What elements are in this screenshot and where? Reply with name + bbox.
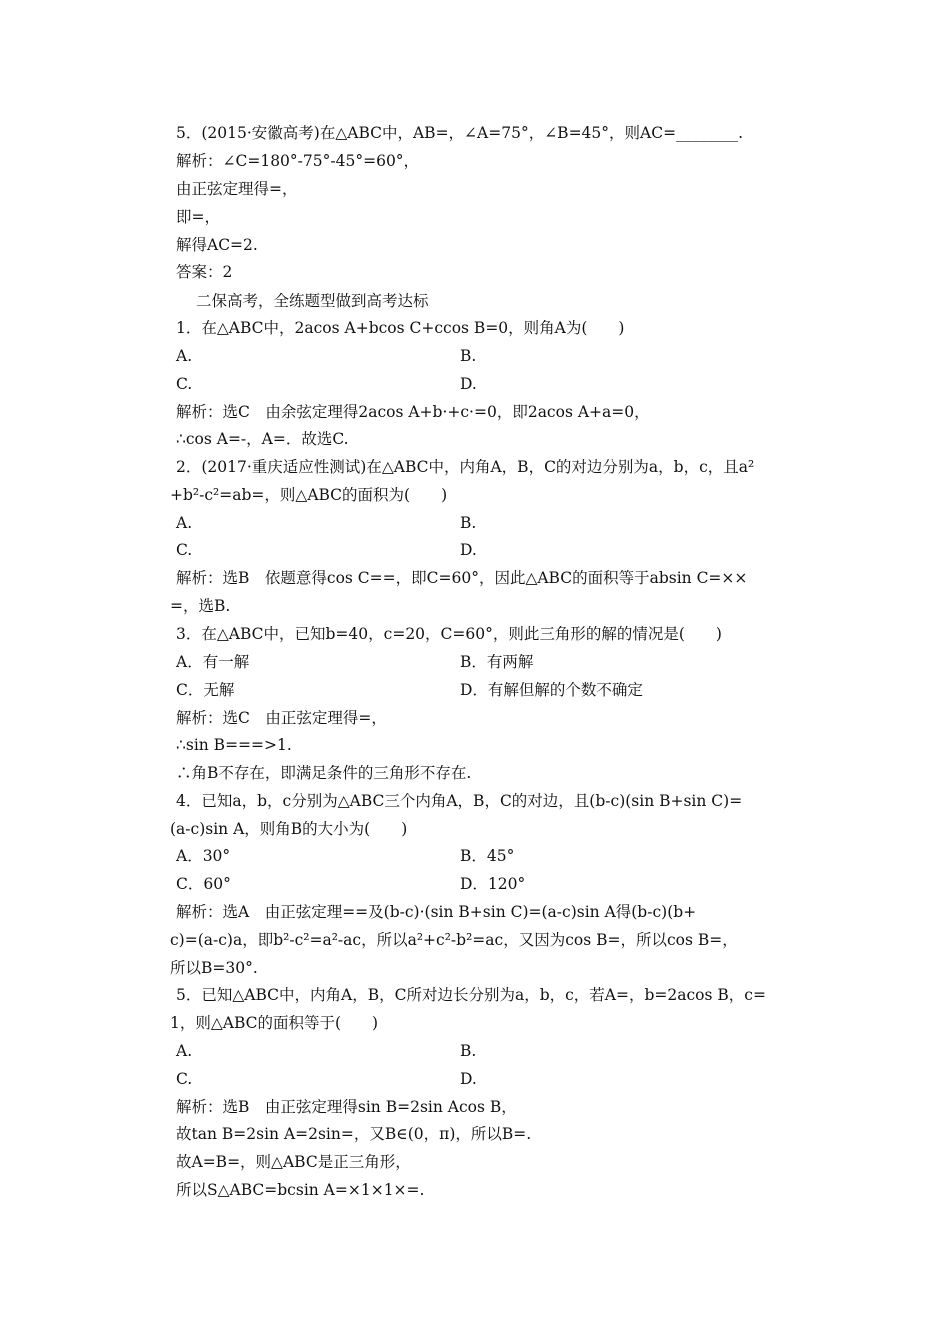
q5a-jiexi-3: 即=， — [176, 208, 220, 226]
question-2-stem-line1: 2．(2017·重庆适应性测试)在△ABC中，内角A，B，C的对边分别为a，b，c，且a² — [176, 458, 755, 476]
q4-jiexi-1: 解析：选A 由正弦定理==及(b-c)·(sin B+sin C)=(a-c)sin A得(b-c)(b+ — [176, 903, 697, 921]
question-5b-stem-line2: 1，则△ABC的面积等于( ) — [170, 1014, 379, 1032]
q5a-jiexi-1: 解析：∠C=180°-75°-45°=60°， — [176, 152, 420, 170]
question-3-stem: 3．在△ABC中，已知b=40，c=20，C=60°，则此三角形的解的情况是( ) — [176, 625, 722, 643]
q5b-option-c: C. — [176, 1070, 193, 1088]
q2-jiexi-1: 解析：选B 依题意得cos C==，即C=60°，因此△ABC的面积等于absin C=×× — [176, 569, 748, 587]
q1-option-b: B. — [460, 347, 477, 365]
q5b-jiexi-3: 故A=B=，则△ABC是正三角形， — [176, 1153, 411, 1171]
question-4-stem-line1: 4．已知a，b，c分别为△ABC三个内角A，B，C的对边，且(b-c)(sin B+sin C)= — [176, 792, 743, 810]
q2-option-d: D. — [460, 541, 477, 559]
q1-option-c: C. — [176, 375, 193, 393]
q2-option-c: C. — [176, 541, 193, 559]
q5a-answer: 答案：2 — [176, 263, 233, 281]
q2-option-a: A. — [176, 514, 193, 532]
q4-jiexi-3: 所以B=30°. — [170, 959, 258, 977]
q4-option-c: C．60° — [176, 875, 231, 893]
q4-option-a: A．30° — [176, 847, 231, 865]
q4-jiexi-2: c)=(a-c)a，即b²-c²=a²-ac，所以a²+c²-b²=ac，又因为cos B=，所以cos B=， — [170, 931, 738, 949]
question-5b-stem-line1: 5．已知△ABC中，内角A，B，C所对边长分别为a，b，c，若A=，b=2acos B，c= — [176, 986, 766, 1004]
q5b-option-a: A. — [176, 1042, 193, 1060]
q1-option-d: D. — [460, 375, 477, 393]
question-4-stem-line2: (a-c)sin A，则角B的大小为( ) — [170, 820, 408, 838]
q5b-jiexi-2: 故tan B=2sin A=2sin=，又B∈(0，π)，所以B=. — [176, 1125, 532, 1143]
section-title: 二保高考，全练题型做到高考达标 — [196, 292, 429, 310]
q3-jiexi-3: ∴角B不存在，即满足条件的三角形不存在. — [176, 764, 472, 782]
q1-jiexi-2: ∴cos A=-，A=．故选C. — [176, 430, 349, 448]
q3-jiexi-1: 解析：选C 由正弦定理得=， — [176, 709, 387, 727]
q3-option-a: A．有一解 — [176, 653, 250, 671]
q3-option-c: C．无解 — [176, 681, 235, 699]
q1-option-a: A. — [176, 347, 193, 365]
q3-jiexi-2: ∴sin B===>1. — [176, 736, 292, 754]
question-5a-stem: 5．(2015·安徽高考)在△ABC中，AB=，∠A=75°，∠B=45°，则AC=________. — [176, 124, 743, 142]
q5a-jiexi-4: 解得AC=2. — [176, 236, 258, 254]
q5b-jiexi-4: 所以S△ABC=bcsin A=×1×1×=. — [176, 1181, 425, 1199]
q5b-option-d: D. — [460, 1070, 477, 1088]
q2-option-b: B. — [460, 514, 477, 532]
q3-option-d: D．有解但解的个数不确定 — [460, 681, 643, 699]
question-2-stem-line2: +b²-c²=ab=，则△ABC的面积为( ) — [170, 486, 448, 504]
question-1-stem: 1．在△ABC中，2acos A+bcos C+ccos B=0，则角A为( ) — [176, 319, 625, 337]
q1-jiexi-1: 解析：选C 由余弦定理得2acos A+b·+c·=0，即2acos A+a=0， — [176, 403, 650, 421]
q3-option-b: B．有两解 — [460, 653, 534, 671]
q2-jiexi-2: =，选B. — [170, 597, 231, 615]
q4-option-d: D．120° — [460, 875, 526, 893]
q5b-jiexi-1: 解析：选B 由正弦定理得sin B=2sin Acos B， — [176, 1098, 517, 1116]
q5b-option-b: B. — [460, 1042, 477, 1060]
q5a-jiexi-2: 由正弦定理得=， — [176, 180, 298, 198]
q4-option-b: B．45° — [460, 847, 515, 865]
